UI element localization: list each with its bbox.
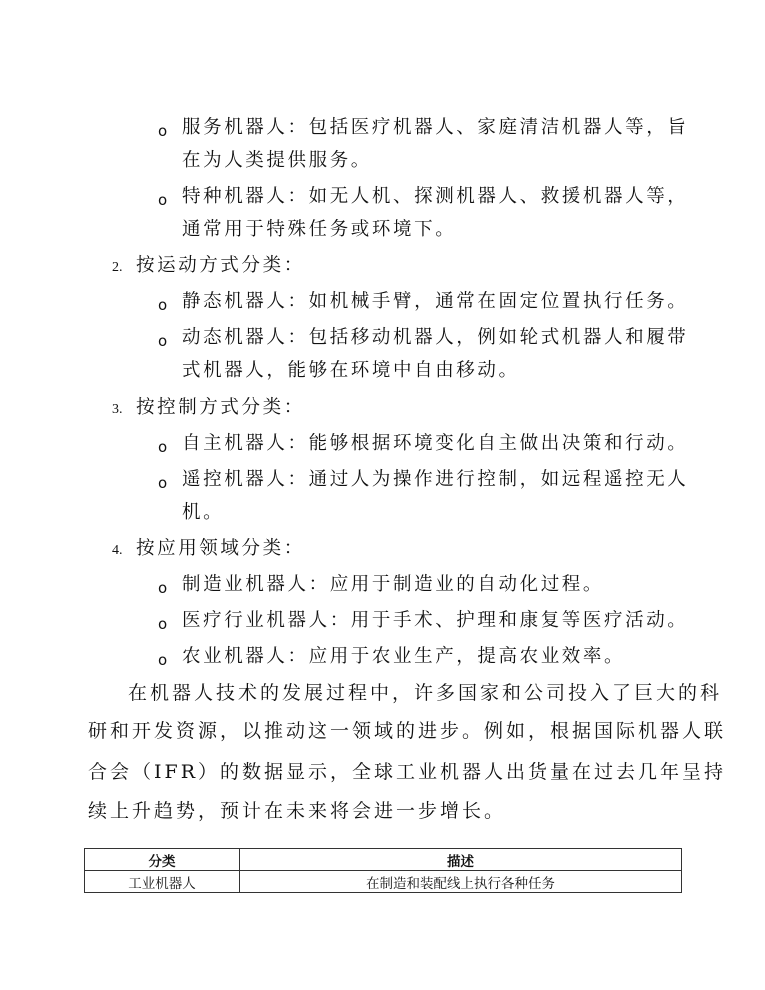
list-item-service-robot-cont: 在为人类提供服务。 [182, 150, 372, 171]
list-item-medical-robot: 医疗行业机器人：用于手术、护理和康复等医疗活动。 [182, 610, 689, 631]
bullet-marker: o [158, 615, 168, 633]
table-row [85, 871, 682, 893]
list-item-special-robot: 特种机器人：如无人机、探测机器人、救援机器人等， [182, 186, 689, 207]
list-item-static-robot: 静态机器人：如机械手臂，通常在固定位置执行任务。 [182, 291, 689, 312]
bullet-marker: o [158, 579, 168, 597]
table-header-description: 描述 [240, 849, 682, 871]
table-header-category: 分类 [85, 849, 240, 871]
body-paragraph-line: 在机器人技术的发展过程中，许多国家和公司投入了巨大的科 [128, 682, 723, 704]
list-number: 3. [112, 402, 123, 417]
body-paragraph-line: 合会（IFR）的数据显示，全球工业机器人出货量在过去几年呈持 [88, 761, 726, 783]
list-item-by-control: 按控制方式分类： [136, 397, 305, 418]
table-header-row [85, 849, 682, 871]
list-item-by-motion: 按运动方式分类： [136, 255, 305, 276]
list-item-remote-robot: 遥控机器人：通过人为操作进行控制，如远程遥控无人 [182, 469, 689, 490]
list-item-by-application: 按应用领域分类： [136, 538, 305, 559]
list-item-special-robot-cont: 通常用于特殊任务或环境下。 [182, 219, 457, 240]
list-item-dynamic-robot-cont: 式机器人，能够在环境中自由移动。 [182, 360, 520, 381]
robot-category-table [84, 848, 682, 893]
list-item-dynamic-robot: 动态机器人：包括移动机器人，例如轮式机器人和履带 [182, 327, 689, 348]
bullet-marker: o [158, 474, 168, 492]
list-number: 4. [112, 543, 123, 558]
list-item-service-robot: 服务机器人：包括医疗机器人、家庭清洁机器人等，旨 [182, 117, 689, 138]
body-paragraph-line: 研和开发资源，以推动这一领域的进步。例如，根据国际机器人联 [88, 720, 727, 742]
body-paragraph-line: 续上升趋势，预计在未来将会进一步增长。 [88, 800, 507, 822]
bullet-marker: o [158, 296, 168, 314]
bullet-marker: o [158, 651, 168, 669]
list-item-manufacturing-robot: 制造业机器人：应用于制造业的自动化过程。 [182, 574, 605, 595]
bullet-marker: o [158, 332, 168, 350]
bullet-marker: o [158, 191, 168, 209]
list-number: 2. [112, 260, 123, 275]
table-cell-description: 在制造和装配线上执行各种任务 [240, 871, 682, 893]
list-item-remote-robot-cont: 机。 [182, 502, 225, 523]
table-cell-category: 工业机器人 [85, 871, 240, 893]
list-item-agriculture-robot: 农业机器人：应用于农业生产，提高农业效率。 [182, 646, 626, 667]
list-item-autonomous-robot: 自主机器人：能够根据环境变化自主做出决策和行动。 [182, 433, 689, 454]
bullet-marker: o [158, 438, 168, 456]
bullet-marker: o [158, 122, 168, 140]
